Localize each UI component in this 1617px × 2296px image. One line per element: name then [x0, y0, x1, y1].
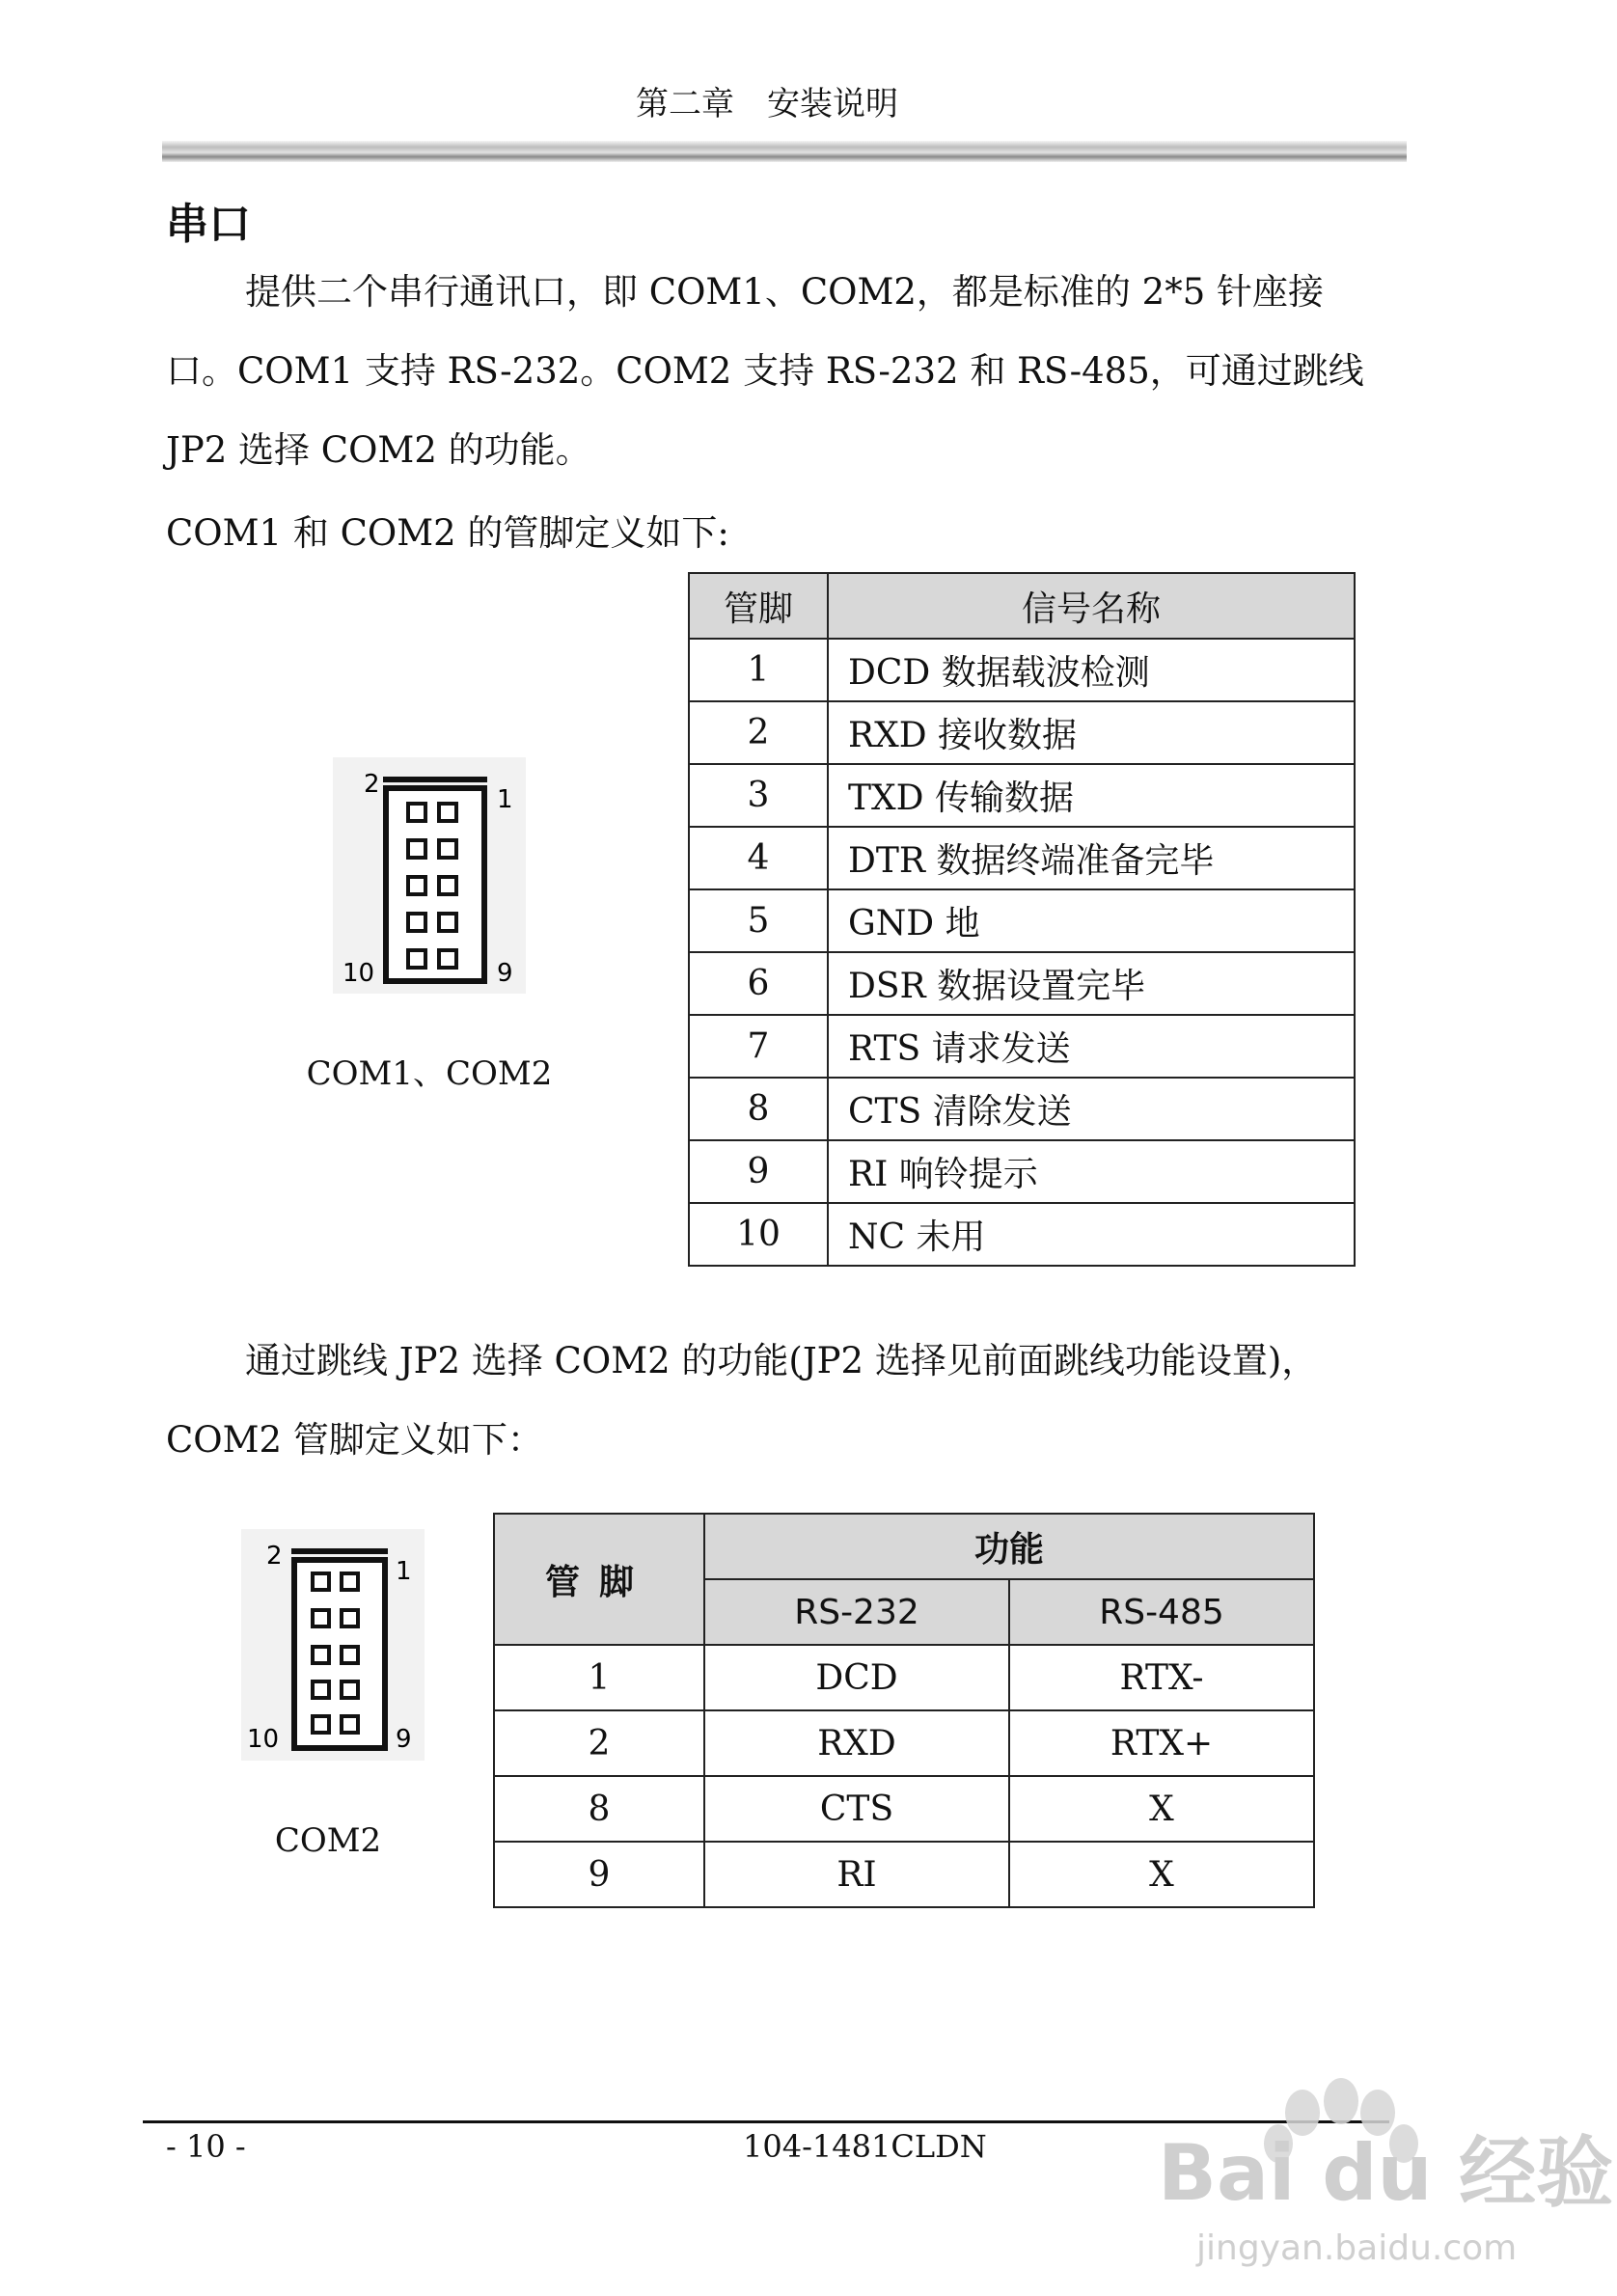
- pin-intro-text: COM1 和 COM2 的管脚定义如下:: [166, 512, 729, 554]
- table2-header-rs232: RS-232: [704, 1579, 1009, 1645]
- watermark-text: Bai du 经验: [1158, 2128, 1614, 2218]
- signal-cell: CTS 清除发送: [828, 1078, 1355, 1140]
- pin-cell: 3: [689, 764, 828, 827]
- header-rule: [162, 141, 1407, 162]
- table-row: [689, 952, 1355, 1015]
- pin-cell: 1: [689, 639, 828, 701]
- table2-header-pin: 管脚: [494, 1514, 704, 1645]
- signal-cell: DSR 数据设置完毕: [828, 952, 1355, 1015]
- pin-cell: 8: [494, 1776, 704, 1842]
- pin-label-2: 2: [364, 770, 380, 799]
- pin-cell: 9: [689, 1140, 828, 1203]
- pin-cell: 4: [689, 827, 828, 889]
- table-row: [689, 1140, 1355, 1203]
- pin-cell: 2: [689, 701, 828, 764]
- pin-cell: 5: [689, 889, 828, 952]
- pin-label-9: 9: [497, 959, 513, 988]
- chapter-title: 第二章 安装说明: [636, 85, 898, 123]
- pin-cell: 8: [689, 1078, 828, 1140]
- pin-cell: 10: [689, 1203, 828, 1266]
- table-row: [689, 639, 1355, 701]
- pin-cell: 7: [689, 1015, 828, 1078]
- rs232-cell: RI: [704, 1842, 1009, 1907]
- pin-cell: 9: [494, 1842, 704, 1907]
- pin-cell: 6: [689, 952, 828, 1015]
- pin-cell: 2: [494, 1710, 704, 1776]
- table-row: [689, 764, 1355, 827]
- pin-label-1: 1: [396, 1557, 412, 1586]
- rs485-cell: RTX+: [1009, 1710, 1314, 1776]
- rs232-cell: DCD: [704, 1645, 1009, 1710]
- pin-definition-table: [688, 572, 1356, 1267]
- com1-com2-connector-diagram: [333, 757, 526, 994]
- signal-cell: RXD 接收数据: [828, 701, 1355, 764]
- table-row: [494, 1710, 1314, 1776]
- rs485-cell: X: [1009, 1776, 1314, 1842]
- signal-cell: NC 未用: [828, 1203, 1355, 1266]
- table-row: [689, 1203, 1355, 1266]
- signal-cell: DCD 数据载波检测: [828, 639, 1355, 701]
- signal-cell: TXD 传输数据: [828, 764, 1355, 827]
- table1-header-pin: 管脚: [689, 573, 828, 639]
- table-row: [494, 1776, 1314, 1842]
- signal-cell: RTS 请求发送: [828, 1015, 1355, 1078]
- table-row: [494, 1842, 1314, 1907]
- section-title: 串口: [166, 200, 251, 249]
- pin-label-2: 2: [266, 1542, 283, 1571]
- pin-cell: 1: [494, 1645, 704, 1710]
- connector1-caption: COM1、COM2: [306, 1054, 553, 1093]
- table-row: [689, 1015, 1355, 1078]
- jp2-paragraph: 通过跳线 JP2 选择 COM2 的功能(JP2 选择见前面跳线功能设置)，COM2 管脚定义如下：: [166, 1340, 1318, 1461]
- document-code: 104-1481CLDN: [743, 2128, 987, 2165]
- page-number: - 10 -: [166, 2128, 246, 2165]
- table-row: [689, 827, 1355, 889]
- rs232-cell: RXD: [704, 1710, 1009, 1776]
- pin-label-10: 10: [247, 1725, 280, 1754]
- rs485-cell: RTX-: [1009, 1645, 1314, 1710]
- signal-cell: GND 地: [828, 889, 1355, 952]
- table2-header-function: 功能: [704, 1514, 1314, 1579]
- com2-function-table: [493, 1513, 1315, 1908]
- table-row: [689, 701, 1355, 764]
- table-row: [689, 889, 1355, 952]
- table1-header-signal: 信号名称: [828, 573, 1355, 639]
- baidu-jingyan-watermark: [1138, 2055, 1614, 2277]
- com2-connector-diagram: [241, 1529, 425, 1761]
- rs485-cell: X: [1009, 1842, 1314, 1907]
- watermark-url: jingyan.baidu.com: [1196, 2228, 1518, 2268]
- table2-header-rs485: RS-485: [1009, 1579, 1314, 1645]
- table-row: [689, 1078, 1355, 1140]
- intro-paragraph: 提供二个串行通讯口，即 COM1、COM2，都是标准的 2*5 针座接口。COM1 支持 RS-232。COM2 支持 RS-232 和 RS-485，可通过跳线 JP2 选择 COM2 的功能。: [166, 271, 1364, 471]
- signal-cell: RI 响铃提示: [828, 1140, 1355, 1203]
- pin-label-10: 10: [343, 959, 375, 988]
- pin-label-9: 9: [396, 1725, 412, 1754]
- pin-label-1: 1: [497, 785, 513, 814]
- table-row: [494, 1645, 1314, 1710]
- connector2-caption: COM2: [274, 1821, 382, 1860]
- rs232-cell: CTS: [704, 1776, 1009, 1842]
- signal-cell: DTR 数据终端准备完毕: [828, 827, 1355, 889]
